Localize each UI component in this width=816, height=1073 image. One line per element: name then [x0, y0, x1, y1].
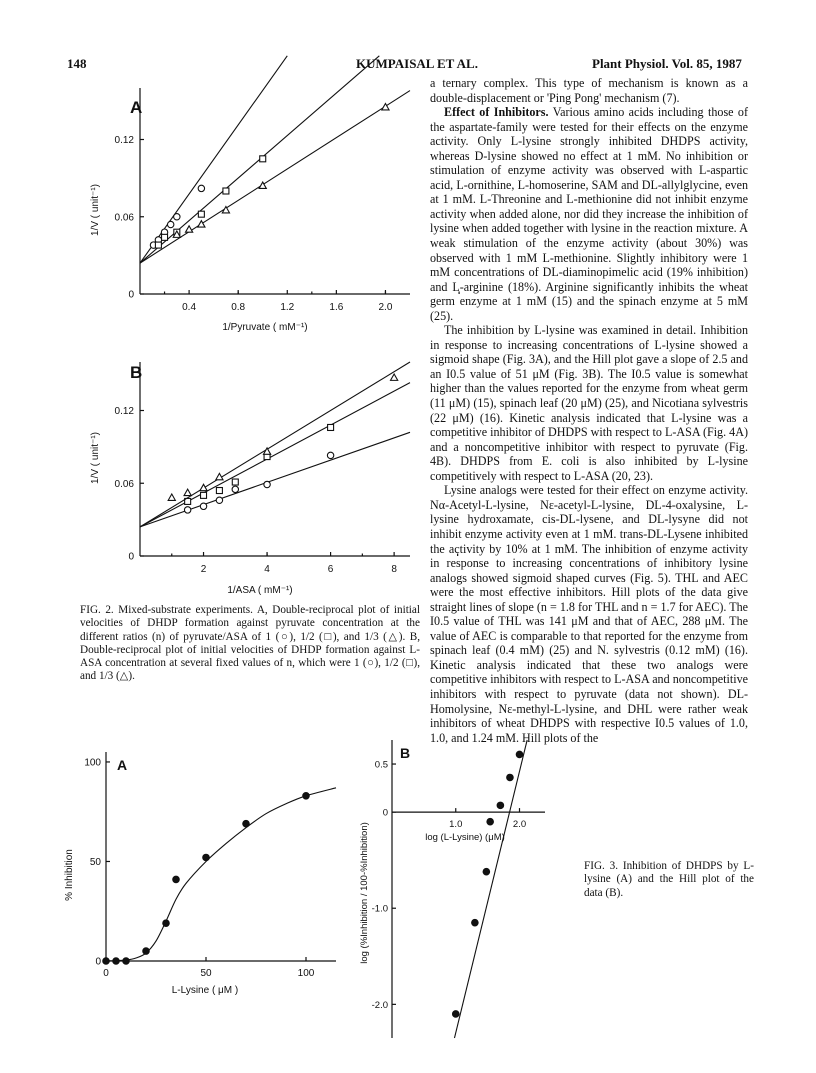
data-point-triangle	[391, 374, 398, 380]
data-point	[173, 876, 180, 883]
data-point-circle	[232, 486, 238, 492]
y-tick-label: 0.06	[114, 478, 134, 490]
data-point-square	[201, 492, 207, 498]
data-point-square	[223, 188, 229, 194]
panel-label: A	[117, 757, 128, 773]
data-point	[507, 774, 514, 781]
y-axis-label: % Inhibition	[64, 849, 75, 901]
y-tick-label: 0.12	[114, 135, 134, 146]
data-point-square	[216, 488, 222, 494]
data-point-circle	[198, 185, 204, 191]
data-point-circle	[264, 481, 270, 487]
data-point	[487, 818, 494, 825]
y-tick-label: 0	[128, 289, 134, 301]
fit-line	[140, 432, 410, 527]
x-tick-label: 2.0	[378, 302, 393, 313]
data-point	[243, 820, 250, 827]
y-axis-label: log (%Inhibition / 100-%Inhibition)	[359, 822, 370, 964]
panel-label: B	[400, 745, 411, 761]
body-text-column	[430, 76, 748, 745]
panel-label: A	[130, 98, 143, 117]
data-point-triangle	[200, 484, 207, 490]
x-tick-label: 100	[297, 968, 315, 979]
y-tick-label: 0	[128, 551, 134, 563]
x-axis-label: log (L-Lysine) (μM)	[425, 832, 505, 843]
sigmoid-curve	[106, 788, 336, 961]
y-axis-label: 1/V ( unit⁻¹)	[90, 432, 101, 484]
x-tick-label: 1.0	[449, 819, 463, 831]
data-point	[452, 1011, 459, 1018]
data-point-circle	[327, 452, 333, 458]
data-point	[472, 919, 479, 926]
x-tick-label: 6	[327, 564, 334, 575]
running-head-authors: KUMPAISAL ET AL.	[356, 56, 478, 71]
figure-3-caption: FIG. 3. Inhibition of DHDPS by L-lysine (A) and the Hill plot of the data (B).	[584, 860, 754, 899]
data-point	[483, 868, 490, 875]
data-point	[163, 920, 170, 927]
data-point-circle	[167, 221, 173, 227]
data-point-triangle	[168, 494, 175, 500]
paragraph: a ternary complex. This type of mechanism is known as a double-displacement or 'Ping Pong' mechanism (7).	[430, 76, 748, 105]
page-number: 148	[67, 56, 87, 71]
y-axis-label: 1/V ( unit⁻¹)	[90, 184, 101, 236]
x-axis-label: 1/Pyruvate ( mM⁻¹)	[222, 322, 308, 333]
data-point-triangle	[184, 489, 191, 495]
x-tick-label: 0.8	[231, 302, 246, 313]
data-point-circle	[184, 507, 190, 513]
y-tick-label: 50	[89, 856, 101, 868]
fig3a-chart	[60, 740, 340, 1050]
x-tick-label: 1.6	[329, 302, 344, 313]
fit-line	[140, 383, 410, 527]
fit-line	[454, 740, 527, 1038]
section-heading: Effect of Inhibitors.	[444, 105, 549, 120]
data-point-triangle	[185, 226, 192, 232]
x-tick-label: 4	[264, 564, 270, 575]
x-tick-label: 1.2	[280, 302, 295, 313]
data-point	[103, 958, 110, 965]
data-point	[113, 958, 120, 965]
data-point-circle	[200, 503, 206, 509]
data-point-square	[155, 242, 161, 248]
y-tick-label: -2.0	[371, 999, 388, 1011]
x-tick-label: 50	[200, 968, 212, 979]
y-tick-label: -1.0	[371, 903, 388, 915]
data-point-circle	[216, 497, 222, 503]
data-point-square	[328, 424, 334, 430]
data-point	[303, 792, 310, 799]
data-point	[123, 958, 130, 965]
x-axis-label: L-Lysine ( μM )	[171, 985, 239, 996]
data-point-square	[198, 211, 204, 217]
x-tick-label: 2	[200, 564, 207, 575]
data-point	[203, 854, 210, 861]
paragraph: The inhibition by L-lysine was examined in detail. Inhibition in response to increasing concentrations of L-lysine showed a sigmoid shape (Fig. 3A), and the Hill plot gave a slope of 2.5 and an I0.5 value of 51 μM (Fig. 3B). The I0.5 value is somewhat higher than the values reported for the enzyme from wheat germ (11 μM) (15), spinach leaf (20 μM) (25), and Nicotiana sylvestris (22 μM) (16). Kinetic analysis indicated that L-lysine was a competitive inhibitor of DHDPS with respect to L-ASA (Fig. 4A) and a noncompetitive inhibitor with respect to pyruvate (Fig. 4B). DHDPS from E. coli is also inhibited by L-lysine competitively with respect to L-ASA (20, 23).	[430, 323, 748, 483]
data-point	[497, 802, 504, 809]
data-point-circle	[174, 214, 180, 220]
data-point-square	[232, 479, 238, 485]
data-point	[516, 751, 523, 758]
panel-label: B	[130, 363, 143, 382]
x-tick-label: 8	[391, 564, 397, 575]
fig2a-chart	[80, 80, 410, 333]
fig3b-chart	[355, 728, 575, 1058]
y-tick-label: 0.06	[114, 212, 134, 224]
x-tick-label: 0	[103, 968, 109, 979]
x-tick-label: 0.4	[182, 302, 197, 313]
x-axis-label: 1/ASA ( mM⁻¹)	[227, 585, 293, 596]
y-tick-label: 0.12	[114, 406, 134, 417]
y-tick-label: 0	[95, 956, 101, 968]
data-point-square	[260, 156, 266, 162]
x-tick-label: 2.0	[512, 819, 527, 831]
paragraph: Lysine analogs were tested for their effect on enzyme activity. Nα-Acetyl-L-lysine, Nε-acetyl-L-lysine, DL-4-oxalysine, L-lysine hydroxamate, cis-DL-lysene, and DL-lysyne did not inhibit enzyme activity even at 1 mM. trans-DL-Lysene inhibited the activity by 10% at 1 mM. The inhibition of enzyme activity in response to increasing concentrations of inhibitory lysine analogs showed sigmoid shaped curves (Fig. 5). THL and AEC were the most effective inhibitors. Hill plots of the data give straight lines of slope (n = 1.8 for THL and n = 1.7 for AEC). The I0.5 value of THL was 141 μM and that of AEC, 288 μM. The value of AEC is comparable to that reported for the enzyme from spinach leaf (0.4 mM) (25) and N. sylvestris (0.12 mM) (16). Kinetic analysis indicated that these two analogs were competitive inhibitors with respect to L-ASA and noncompetitive inhibitors with respect to pyruvate (data not shown). DL-Homolysine, Nε-methyl-L-lysine, and DHL were rather weak inhibitors of wheat DHDPS with respective I0.5 values of 1.0, 1.0, and 1.24 mM. Hill plots of the	[430, 483, 748, 745]
figure-2-caption: FIG. 2. Mixed-substrate experiments. A, Double-reciprocal plot of initial velocities of DHDP formation against pyruvate concentration at the different ratios (n) of pyruvate/ASA of 1 (○), 1/2 (□), and 1/3 (△). B, Double-reciprocal plot of initial velocities of DHDP formation against L-ASA concentration at several fixed values of n, which were 1 (○), 1/2 (□), and 1/3 (△).	[80, 604, 420, 683]
paragraph-text: Various amino acids including those of the aspartate-family were tested for their effects on the enzyme activity. Only L-lysine strongly inhibited DHDPS activity, whereas D-lysine showed no effect at 1 mM. No inhibition or stimulation of enzyme activity was observed with L-aspartic acid, L-ornithine, L-homoserine, SAM and DL-allylglycine, even at 1 mM. L-Threonine and L-methionine did not inhibit enzyme activity when added alone, nor did they increase the inhibition of lysine when added together with lysine in the reaction mixture. A weak stimulation of the enzyme activity (about 30%) was observed with 1 mM L-methionine. Slightly inhibitory were 1 mM concentrations of DL-diaminopimelic acid (19% inhibition) and L-arginine (18%). Arginine significantly inhibits the wheat germ enzyme at 1 mM (15) and the spinach enzyme at 5 mM (25).	[430, 105, 749, 323]
y-tick-label: 0.5	[374, 759, 388, 771]
y-tick-label: 0	[382, 807, 388, 819]
data-point	[143, 948, 150, 955]
y-tick-label: 100	[84, 757, 101, 769]
running-head-journal: Plant Physiol. Vol. 85, 1987	[592, 56, 742, 71]
fig2b-chart	[80, 348, 410, 596]
paragraph	[430, 105, 748, 323]
fit-line	[140, 362, 410, 527]
data-point-square	[162, 234, 168, 240]
